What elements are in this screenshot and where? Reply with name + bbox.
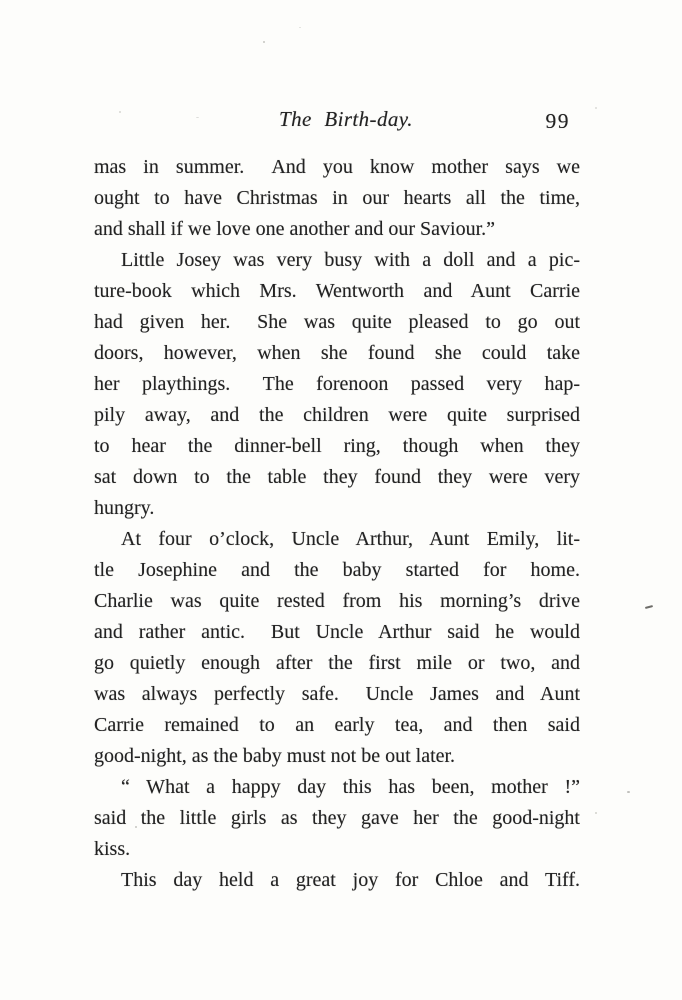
scan-speck (595, 812, 597, 814)
text-line: mas in summer. And you know mother says we (94, 156, 580, 178)
text-line: “ What a happy day this has been, mother !” (121, 776, 580, 798)
text-line: good-night, as the baby must not be out later. (94, 745, 456, 767)
body-text (94, 152, 580, 896)
text-line: go quietly enough after the first mile or two, and (94, 652, 580, 674)
chapter-title: The Birth-day. (279, 107, 413, 131)
text-line: her playthings. The forenoon passed very hap- (94, 373, 580, 395)
text-line: ture-book which Mrs. Wentworth and Aunt Carrie (94, 280, 580, 302)
paragraph (94, 245, 580, 524)
text-line: hungry. (94, 497, 155, 519)
text-line: had given her. She was quite pleased to go out (94, 311, 580, 333)
scan-artifact-dash (645, 605, 653, 609)
text-line: Charlie was quite rested from his morning’s drive (94, 590, 580, 612)
paragraph (94, 152, 580, 245)
text-line: tle Josephine and the baby started for home. (94, 559, 580, 581)
page-number: 99 (545, 109, 570, 133)
text-line: Little Josey was very busy with a doll and a pic- (121, 249, 580, 271)
scan-speck (299, 27, 301, 28)
text-line: This day held a great joy for Chloe and Tiff. (121, 869, 580, 891)
text-line: Carrie remained to an early tea, and then said (94, 714, 580, 736)
paragraph (94, 865, 580, 896)
text-line: pily away, and the children were quite surprised (94, 404, 580, 426)
paragraph (94, 772, 580, 865)
running-header (94, 104, 580, 135)
scan-speck (263, 41, 265, 43)
text-line: to hear the dinner-bell ring, though when they (94, 435, 580, 457)
text-line: kiss. (94, 838, 131, 860)
scan-speck (627, 791, 630, 793)
text-line: said the little girls as they gave her the good-night (94, 807, 580, 829)
text-line: and rather antic. But Uncle Arthur said he would (94, 621, 580, 643)
text-line: and shall if we love one another and our Saviour.” (94, 218, 495, 240)
text-line: sat down to the table they found they were very (94, 466, 580, 488)
text-line: ought to have Christmas in our hearts all the time, (94, 187, 580, 209)
scan-speck (595, 107, 597, 109)
paragraph (94, 524, 580, 772)
text-line: doors, however, when she found she could take (94, 342, 580, 364)
page-text-block (94, 104, 580, 896)
text-line: was always perfectly safe. Uncle James and Aunt (94, 683, 580, 705)
text-line: At four o’clock, Uncle Arthur, Aunt Emily, lit- (121, 528, 580, 550)
